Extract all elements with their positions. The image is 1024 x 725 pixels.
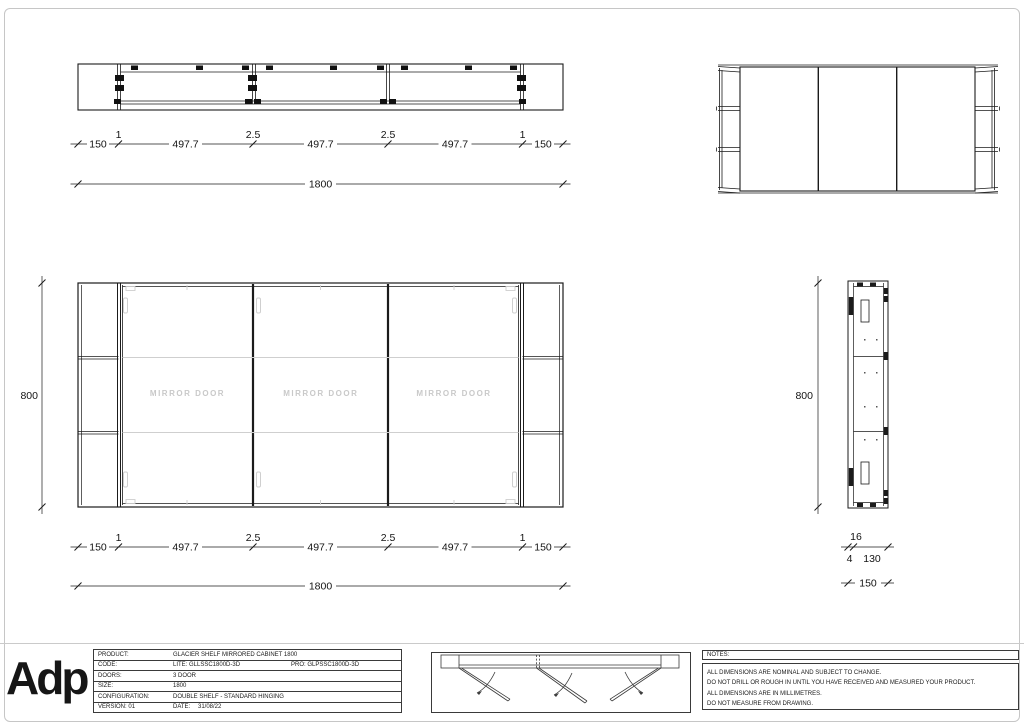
row-value [173, 704, 401, 710]
dim-side-height: 800 [795, 390, 813, 402]
dim-side-16: 16 [850, 531, 862, 543]
row-label: CODE: [98, 662, 118, 669]
table-row [94, 670, 401, 681]
dim-front-497-3: 497.7 [441, 541, 469, 554]
version-value: 01 [128, 704, 136, 711]
side-view [848, 281, 888, 508]
table-row [94, 702, 401, 713]
row-label: CONFIGURATION: [98, 693, 150, 700]
dim-front-150-right: 150 [534, 541, 552, 554]
row-value: GLACIER SHELF MIRRORED CABINET 1800 [173, 651, 298, 658]
dim-plan-total: 1800 [308, 178, 333, 191]
row-label: PRODUCT: [98, 651, 129, 658]
dim-front-497-1: 497.7 [172, 541, 199, 554]
dim-plan-gap-3: 2.5 [380, 129, 396, 141]
title-block [0, 643, 1024, 725]
rear-view [717, 65, 1000, 193]
dim-front-gap-3: 2.5 [380, 532, 396, 544]
date-value: 31/08/22 [198, 704, 222, 711]
mirror-door-label-2: MIRROR DOOR [283, 389, 359, 398]
dim-plan-gap-2: 2.5 [245, 129, 261, 141]
row-label: SIZE: [98, 683, 114, 690]
dim-plan-150-left: 150 [89, 138, 107, 151]
row-label: DOORS: [98, 672, 122, 679]
dim-front-gap-4: 1 [519, 532, 526, 544]
front-elevation [78, 283, 563, 507]
mirror-door-label-3: MIRROR DOOR [416, 389, 492, 398]
dim-side-130: 130 [863, 553, 881, 565]
row-value: DOUBLE SHELF - STANDARD HINGING [173, 693, 284, 700]
notes-header: NOTES: [702, 650, 1019, 660]
row-value: 1800 [173, 683, 187, 690]
date-label: DATE: [173, 704, 191, 711]
notes-body [702, 663, 1019, 710]
dim-plan-gap-4: 1 [519, 129, 526, 141]
note-line: DO NOT DRILL OR ROUGH IN UNTIL YOU HAVE RECEIVED AND MEASURED YOUR PRODUCT. [707, 680, 976, 687]
dim-plan-gap-1: 1 [115, 129, 122, 141]
plan-hinge-blocks [114, 66, 526, 105]
front-dimensions [71, 532, 571, 593]
dim-plan-497-3: 497.7 [441, 138, 469, 151]
table-row [94, 681, 401, 692]
dim-front-gap-2: 2.5 [245, 532, 261, 544]
note-line: ALL DIMENSIONS ARE NOMINAL AND SUBJECT TO CHANGE. [707, 670, 882, 676]
product-info-table [93, 649, 402, 713]
row-value [173, 662, 401, 668]
table-row [94, 660, 401, 671]
mirror-door-label-1: MIRROR DOOR [149, 389, 226, 398]
plan-view [78, 64, 563, 110]
side-hardware [849, 283, 889, 508]
rear-right-shelves [975, 67, 1000, 194]
side-depth-dimensions [841, 531, 894, 590]
row-label [94, 704, 173, 710]
dim-front-497-2: 497.7 [307, 541, 334, 554]
dim-front-total: 1800 [308, 580, 333, 593]
dim-plan-497-2: 497.7 [307, 138, 334, 151]
version-label: VERSION: [98, 704, 127, 711]
row-value: 3 DOOR [173, 672, 197, 679]
dim-plan-497-1: 497.7 [172, 138, 199, 151]
hinging-diagram [431, 652, 691, 713]
plan-dimensions [71, 129, 571, 191]
dim-front-150-left: 150 [89, 541, 107, 554]
note-line: DO NOT MEASURE FROM DRAWING. [707, 701, 814, 708]
dim-side-4: 4 [846, 553, 853, 565]
code-pro: PRO: GLPSSC1800D-3D [291, 662, 360, 669]
dim-plan-150-right: 150 [534, 138, 552, 151]
adp-logo: Adp [6, 652, 87, 704]
note-line: ALL DIMENSIONS ARE IN MILLIMETRES. [707, 690, 822, 697]
door-swing-schematic [432, 653, 688, 710]
dim-front-gap-1: 1 [115, 532, 122, 544]
side-pin-holes [864, 339, 878, 441]
code-lite: LITE: GLLSSC1800D-3D [173, 662, 241, 669]
side-height-dimension [795, 276, 821, 514]
table-row [94, 691, 401, 702]
table-row [94, 650, 401, 660]
rear-left-shelves [717, 67, 741, 194]
dim-side-150: 150 [859, 577, 877, 590]
front-height-dimension [20, 276, 45, 514]
dim-front-height: 800 [20, 390, 38, 402]
